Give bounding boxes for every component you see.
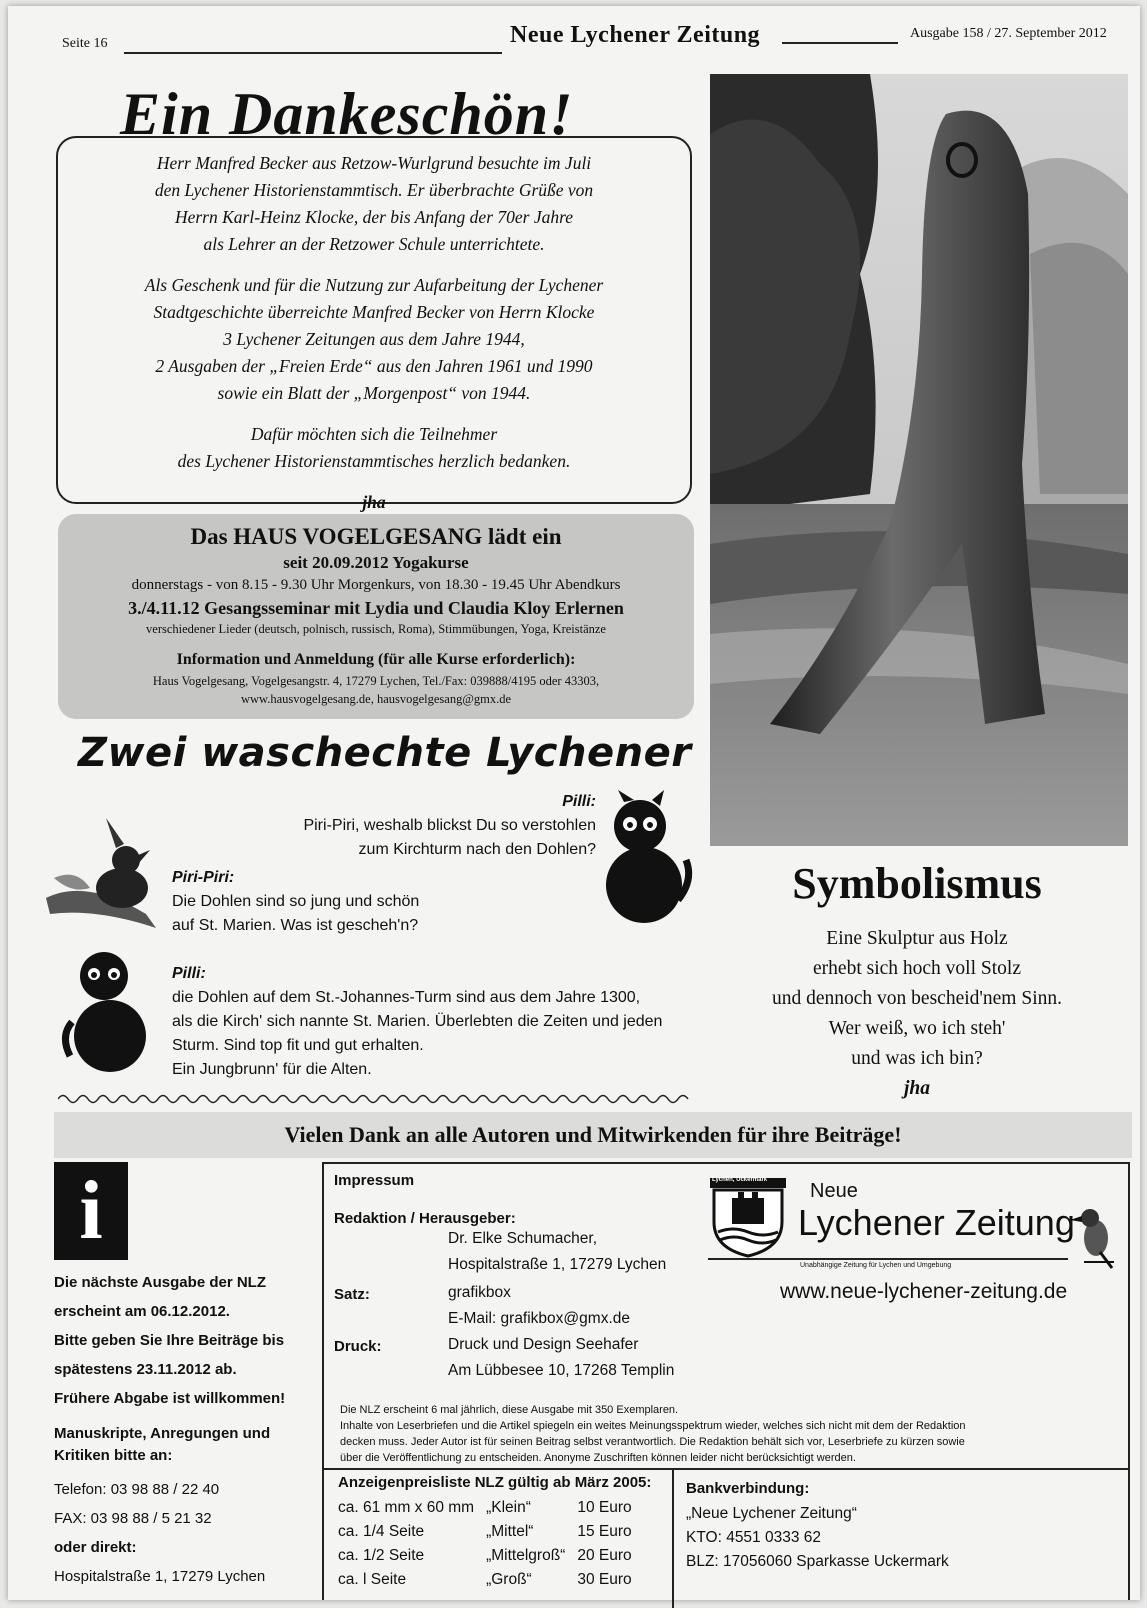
logo-neue: Neue — [810, 1180, 858, 1202]
newspaper-logo — [708, 1176, 1122, 1276]
logo-shield-text: Lychen, Uckermark — [712, 1177, 768, 1183]
dankeschoen-paragraph-1: Herr Manfred Becker aus Retzow-Wurlgrund besuchte im Juli den Lychener Historienstammtisch. Er überbrachte Grüße von Herrn Karl-Heinz Klocke, der bis Anfang der 70er Jahre als Lehrer an der Retzower Schule unterrichtete. — [154, 153, 594, 254]
contact-direct: oder direkt: — [54, 1539, 137, 1556]
cat-icon — [594, 790, 694, 930]
logo-underline — [708, 1258, 1068, 1260]
manuscripts-notice: Manuskripte, Anregungen und Kritiken bitte an: — [54, 1425, 271, 1464]
prices-title: Anzeigenpreisliste NLZ gültig ab März 2005: — [338, 1474, 652, 1491]
next-issue-notice: Die nächste Ausgabe der NLZ erscheint am 06.12.2012. Bitte geben Sie Ihre Beiträge bis spätestens 23.11.2012 ab. Frühere Abgabe ist willkommen! — [54, 1274, 286, 1407]
info-column — [54, 1268, 316, 1591]
impressum-box — [322, 1162, 1130, 1600]
issue-date: Ausgabe 158 / 27. September 2012 — [910, 26, 1107, 41]
dankeschoen-title: Ein Dankeschön! — [120, 81, 574, 147]
price-row: ca. l Seite „Groß“ 30 Euro — [338, 1571, 632, 1588]
haus-info: Information und Anmeldung (für alle Kurse erforderlich): — [176, 651, 576, 668]
satz-label: Satz: — [334, 1286, 370, 1303]
page-header — [62, 22, 1114, 56]
speaker-piri-piri: Piri-Piri: — [172, 869, 235, 886]
contact-fax: FAX: 03 98 88 / 5 21 32 — [54, 1510, 212, 1527]
impressum-disclaimer: Die NLZ erscheint 6 mal jährlich, diese Ausgabe mit 350 Exemplaren. Inhalte von Leserbriefen und die Artikel spiegeln ein weites Meinungsspektrum wieder, welches sich nicht mit dem der Redaktion decken muss. Jeder Autor ist für seinen Beitrag selbst verantwortlich. Die Redaktion behält sich vor, Leserbriefe zu kürzen sowie über die Veröffentlichung zu entscheiden. Anonyme Zuschriften können leider nicht berücksichtigt werden. — [340, 1404, 966, 1464]
haus-web[interactable]: www.hausvogelgesang.de, hausvogelgesang@gmx.de — [240, 692, 511, 706]
dialog-piri-piri: Piri-Piri: Die Dohlen sind so jung und schön auf St. Marien. Was ist gescheh'n? — [172, 866, 472, 938]
price-table — [338, 1496, 644, 1592]
dialog-pilli-2: Pilli: die Dohlen auf dem St.-Johannes-Turm sind aus dem Jahre 1300, als die Kirch' sich nannte St. Marien. Überlebten die Zeiten und jeden Sturm. Sind top fit und gut erhalten. Ein Jungbrunn' für die Alten. — [172, 962, 702, 1082]
dialog-pilli-1: Pilli: Piri-Piri, weshalb blickst Du so verstohlen zum Kirchturm nach den Dohlen? — [270, 790, 596, 862]
haus-address: Haus Vogelgesang, Vogelgesangstr. 4, 17279 Lychen, Tel./Fax: 039888/4195 oder 43303, — [152, 674, 600, 688]
druck-label: Druck: — [334, 1338, 382, 1355]
website-link[interactable]: www.neue-lychener-zeitung.de — [780, 1280, 1068, 1303]
price-row: ca. 1/2 Seite „Mittelgroß“ 20 Euro — [338, 1547, 632, 1564]
symbolismus-poem: Eine Skulptur aus Holz erhebt sich hoch voll Stolz und dennoch von bescheid'nem Sinn. Wer weiß, wo ich steh' und was ich bin? jha — [712, 924, 1122, 1104]
symbolismus-title: Symbolismus — [792, 859, 1042, 908]
wavy-divider — [58, 1092, 694, 1106]
haus-vogelgesang-ad — [58, 514, 694, 719]
druck-value: Druck und Design Seehafer Am Lübbesee 10, 17268 Templin — [448, 1336, 675, 1379]
haus-seminar-detail: verschiedener Lieder (deutsch, polnisch, russisch, Roma), Stimmübungen, Yoga, Kreistänze — [146, 622, 606, 636]
contact-phone: Telefon: 03 98 88 / 22 40 — [54, 1481, 220, 1498]
speaker-pilli: Pilli: — [172, 965, 206, 982]
zwei-title: Zwei waschechte Lychener — [78, 730, 692, 776]
impressum-divider — [324, 1468, 1128, 1470]
dankeschoen-article — [56, 136, 692, 512]
haus-title: Das HAUS VOGELGESANG lädt ein — [190, 524, 562, 549]
satz-value: grafikbox E-Mail: grafikbox@gmx.de — [448, 1284, 630, 1327]
symbolismus-signature: jha — [903, 1078, 930, 1099]
contact-street: Hospitalstraße 1, 17279 Lychen — [54, 1568, 266, 1585]
price-row: ca. 1/4 Seite „Mittel“ 15 Euro — [338, 1523, 632, 1540]
bird-icon — [46, 818, 166, 940]
sculpture-image — [710, 74, 1128, 846]
redaktion-value: Dr. Elke Schumacher, Hospitalstraße 1, 17279 Lychen — [448, 1230, 667, 1273]
haus-times: donnerstags - von 8.15 - 9.30 Uhr Morgenkurs, von 18.30 - 19.45 Uhr Abendkurs — [131, 577, 621, 593]
header-rule-left — [124, 52, 502, 54]
bank-title: Bankverbindung: — [686, 1480, 810, 1497]
logo-lychener-zeitung: Lychener Zeitung — [798, 1202, 1075, 1243]
sculpture-photo — [710, 74, 1128, 846]
dankeschoen-signature: jha — [362, 492, 386, 512]
logo-tagline: Unabhängige Zeitung für Lychen und Umgebung — [800, 1262, 952, 1269]
newspaper-name: Neue Lychener Zeitung — [510, 22, 761, 48]
cat-icon — [60, 946, 160, 1076]
price-row: ca. 61 mm x 60 mm „Klein“ 10 Euro — [338, 1499, 632, 1516]
info-icon: i — [54, 1162, 128, 1260]
town-shield-icon — [708, 1178, 788, 1258]
dankeschoen-paragraph-3: Dafür möchten sich die Teilnehmer des Lychener Historienstammtisches herzlich bedanken. — [177, 424, 571, 471]
thanks-banner: Vielen Dank an alle Autoren und Mitwirkenden für ihre Beiträge! — [54, 1112, 1132, 1158]
speaker-pilli: Pilli: — [562, 793, 596, 810]
bank-details: „Neue Lychener Zeitung“ KTO: 4551 0333 62 BLZ: 17056060 Sparkasse Uckermark — [686, 1505, 949, 1570]
header-rule-right — [782, 42, 898, 44]
haus-since: seit 20.09.2012 Yogakurse — [283, 553, 469, 572]
page-number: Seite 16 — [62, 36, 108, 51]
impressum-title: Impressum — [334, 1172, 415, 1189]
kingfisher-icon — [1070, 1202, 1122, 1272]
dankeschoen-paragraph-2: Als Geschenk und für die Nutzung zur Aufarbeitung der Lychener Stadtgeschichte überreichte Manfred Becker von Herrn Klocke 3 Lychener Zeitungen aus dem Jahre 1944, 2 Ausgaben der „Freien Erde“ aus den Jahren 1961 und 1990 sowie ein Blatt der „Morgenpost“ von 1944. — [144, 275, 604, 403]
redaktion-label: Redaktion / Herausgeber: — [334, 1210, 516, 1227]
haus-seminar: 3./4.11.12 Gesangsseminar mit Lydia und Claudia Kloy Erlernen — [128, 598, 624, 618]
impressum-vertical-divider — [672, 1468, 674, 1608]
